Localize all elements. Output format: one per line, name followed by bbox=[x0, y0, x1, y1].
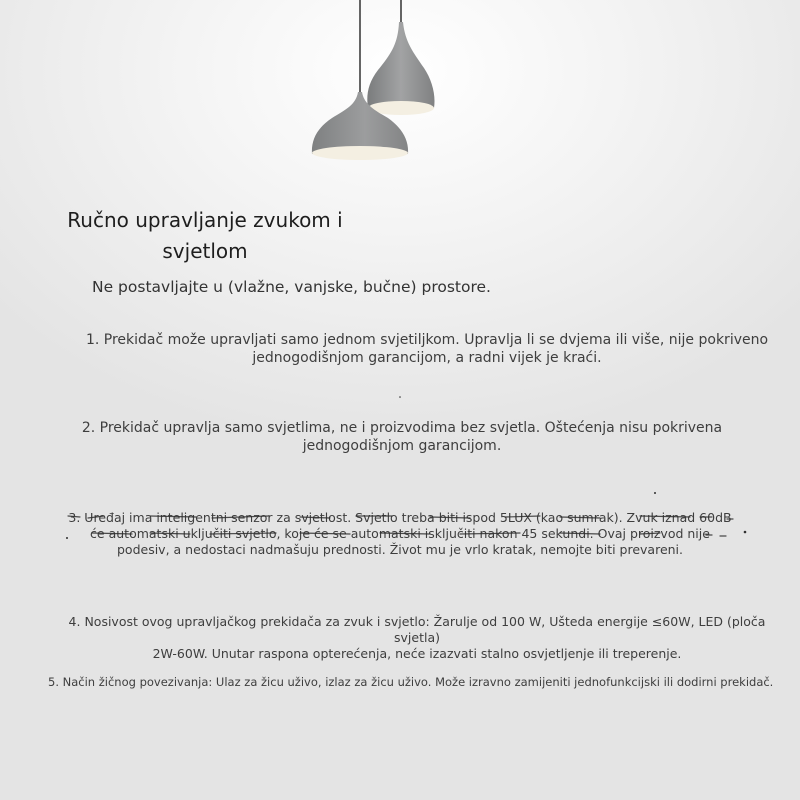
rule-2-line-2: jednogodišnjom garancijom. bbox=[302, 438, 502, 454]
rule-item-1 bbox=[80, 331, 774, 367]
pendant-lamp-back bbox=[367, 22, 434, 115]
rule-3-line-3: podesiv, a nedostaci nadmašuju prednosti. Život mu je vrlo kratak, nemojte biti prevareni. bbox=[116, 542, 684, 557]
rule-item-3 bbox=[62, 510, 738, 558]
rule-1-line-2: jednogodišnjom garancijom, a radni vijek je kraći. bbox=[252, 350, 602, 366]
rule-2-line-1: 2. Prekidač upravlja samo svjetlima, ne i proizvodima bez svjetla. Oštećenja nisu pokrivena bbox=[81, 420, 723, 436]
rule-4-line-1: 4. Nosivost ovog upravljačkog prekidača za zvuk i svjetlo: Žarulje od 100 W, Ušteda energije ≤60W, LED (ploča svjetla) bbox=[68, 614, 766, 645]
rule-5-line-1: 5. Način žičnog povezivanja: Ulaz za žicu uživo, izlaz za žicu uživo. Može izravno zamijeniti jednofunkcijski ili dodirni prekidač. bbox=[48, 675, 774, 689]
rule-item-4 bbox=[62, 614, 772, 662]
rule-item-5 bbox=[48, 675, 778, 690]
placement-warning: Ne postavljajte u (vlažne, vanjske, bučne) prostore. bbox=[92, 278, 491, 296]
rule-1-line-1: 1. Prekidač može upravljati samo jednom svjetiljkom. Upravlja li se dvjema ili više, nije pokriveno bbox=[85, 332, 769, 348]
rule-4-line-2: 2W-60W. Unutar raspona opterećenja, neće izazvati stalno osvjetljenje ili treperenje. bbox=[152, 646, 682, 661]
rule-3-line-1: 3. Uređaj ima inteligentni senzor za svjetlost. Svjetlo treba biti ispod 5LUX (kao sumrak). Zvuk iznad 60dB bbox=[68, 510, 732, 525]
title-line-1: Ručno upravljanje zvukom i bbox=[67, 208, 343, 232]
rule-item-2 bbox=[74, 419, 730, 455]
rule-3-line-2: će automatski uključiti svjetlo, koje će se automatski isključiti nakon 45 sekundi. Ovaj proizvod nije bbox=[90, 526, 710, 541]
pendant-lamps-image bbox=[0, 0, 800, 200]
page-title bbox=[40, 205, 370, 267]
title-line-2: svjetlom bbox=[162, 239, 248, 263]
